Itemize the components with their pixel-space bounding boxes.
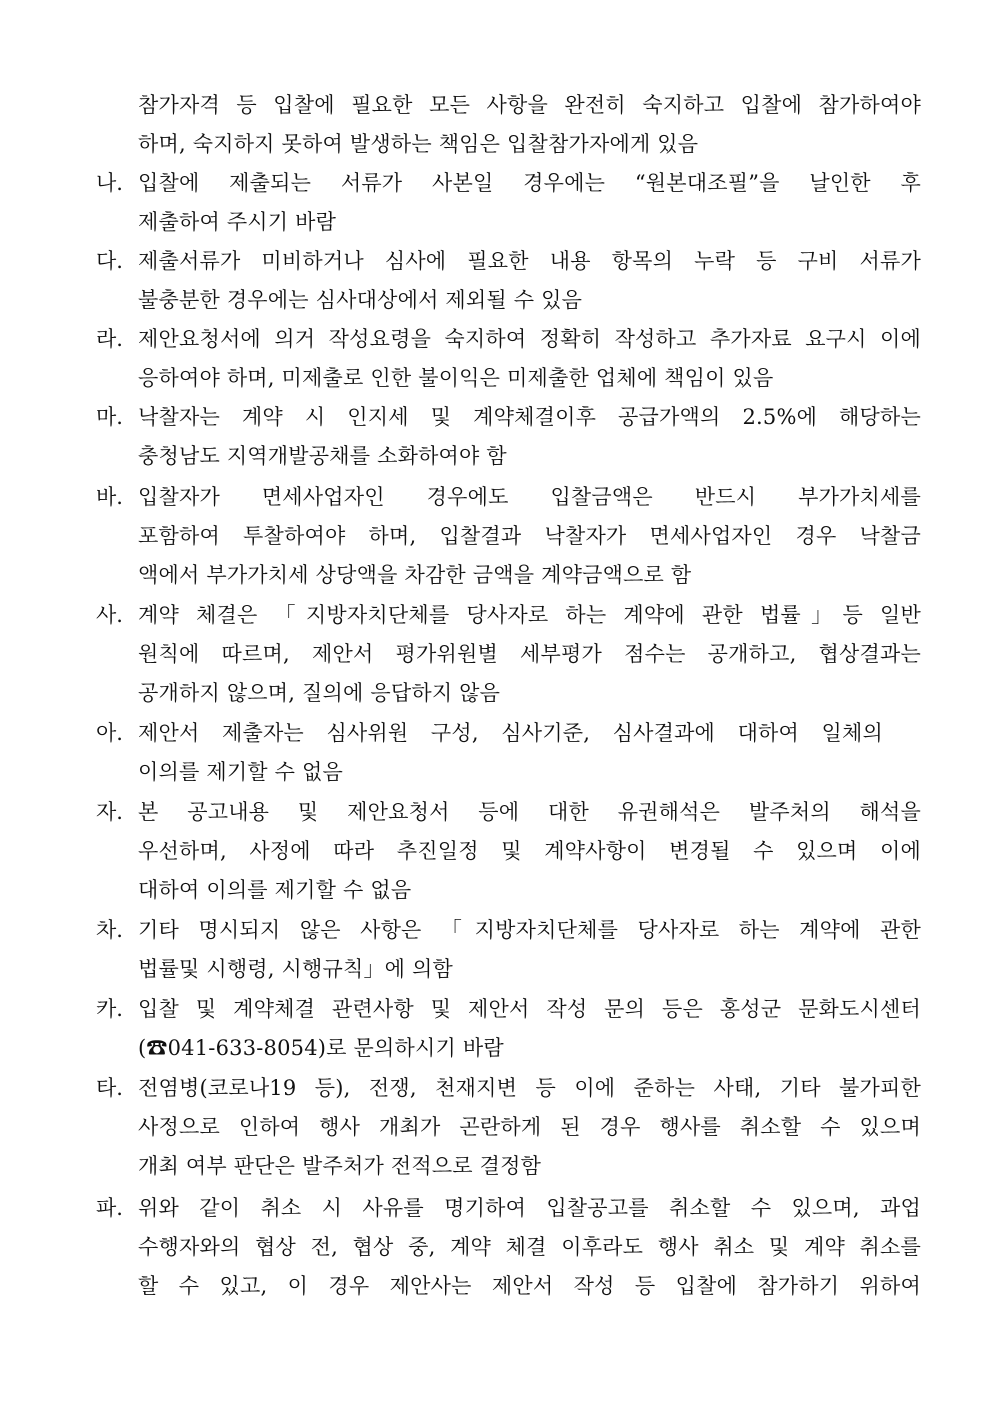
item-line: 본 공고내용 및 제안요청서 등에 대한 유권해석은 발주처의 해석을: [138, 800, 921, 824]
item-marker: 다.: [96, 249, 123, 273]
item-marker: 아.: [96, 721, 123, 745]
item-line: 수행자와의 협상 전, 협상 중, 계약 체결 이후라도 행사 취소 및 계약 취소를: [138, 1235, 921, 1259]
item-line: 제안요청서에 의거 작성요령을 숙지하여 정확히 작성하고 추가자료 요구시 이에: [138, 327, 921, 351]
item-marker: 자.: [96, 800, 123, 824]
item-line: 전염병(코로나19 등), 전쟁, 천재지변 등 이에 준하는 사태, 기타 불가피한: [138, 1076, 921, 1100]
item-line: 법률및 시행령, 시행규칙」에 의함: [138, 957, 454, 981]
item-line: 개최 여부 판단은 발주처가 전적으로 결정함: [138, 1154, 542, 1178]
item-line: 제안서 제출자는 심사위원 구성, 심사기준, 심사결과에 대하여 일체의: [138, 721, 883, 745]
item-line: 우선하며, 사정에 따라 추진일정 및 계약사항이 변경될 수 있으며 이에: [138, 839, 921, 863]
item-line: 공개하지 않으며, 질의에 응답하지 않음: [138, 681, 501, 705]
item-marker: 나.: [96, 171, 123, 195]
item-line: 제출서류가 미비하거나 심사에 필요한 내용 항목의 누락 등 구비 서류가: [138, 249, 921, 273]
item-line: 원칙에 따르며, 제안서 평가위원별 세부평가 점수는 공개하고, 협상결과는: [138, 642, 921, 666]
item-line: 할 수 있고, 이 경우 제안사는 제안서 작성 등 입찰에 참가하기 위하여: [138, 1274, 921, 1298]
item-line: 불충분한 경우에는 심사대상에서 제외될 수 있음: [138, 288, 583, 312]
item-marker: 라.: [96, 327, 123, 351]
item-marker: 바.: [96, 485, 123, 509]
item-marker: 차.: [96, 918, 123, 942]
item-line: 이의를 제기할 수 없음: [138, 760, 343, 784]
intro-line: 하며, 숙지하지 못하여 발생하는 책임은 입찰참가자에게 있음: [138, 132, 699, 156]
item-line: 사정으로 인하여 행사 개최가 곤란하게 된 경우 행사를 취소할 수 있으며: [138, 1115, 921, 1139]
item-line: 낙찰자는 계약 시 인지세 및 계약체결이후 공급가액의 2.5%에 해당하는: [138, 405, 921, 429]
item-marker: 사.: [96, 603, 123, 627]
item-marker: 파.: [96, 1196, 123, 1220]
item-line: 충청남도 지역개발공채를 소화하여야 함: [138, 444, 507, 468]
item-line: 액에서 부가가치세 상당액을 차감한 금액을 계약금액으로 함: [138, 563, 692, 587]
intro-line: 참가자격 등 입찰에 필요한 모든 사항을 완전히 숙지하고 입찰에 참가하여야: [138, 93, 921, 117]
item-line: 계약 체결은 「지방자치단체를 당사자로 하는 계약에 관한 법률」등 일반: [138, 603, 921, 627]
item-line: 입찰에 제출되는 서류가 사본일 경우에는 “원본대조필”을 날인한 후: [138, 171, 921, 195]
item-marker: 타.: [96, 1076, 123, 1100]
item-line: 기타 명시되지 않은 사항은 「지방자치단체를 당사자로 하는 계약에 관한: [138, 918, 921, 942]
item-line: (☎041-633-8054)로 문의하시기 바람: [138, 1036, 504, 1060]
item-line: 대하여 이의를 제기할 수 없음: [138, 878, 412, 902]
item-marker: 카.: [96, 997, 123, 1021]
item-line: 위와 같이 취소 시 사유를 명기하여 입찰공고를 취소할 수 있으며, 과업: [138, 1196, 921, 1220]
item-marker: 마.: [96, 405, 123, 429]
item-line: 입찰자가 면세사업자인 경우에도 입찰금액은 반드시 부가가치세를: [138, 485, 921, 509]
item-line: 입찰 및 계약체결 관련사항 및 제안서 작성 문의 등은 홍성군 문화도시센터: [138, 997, 921, 1021]
item-line: 제출하여 주시기 바람: [138, 210, 337, 234]
item-line: 응하여야 하며, 미제출로 인한 불이익은 미제출한 업체에 책임이 있음: [138, 366, 774, 390]
item-line: 포함하여 투찰하여야 하며, 입찰결과 낙찰자가 면세사업자인 경우 낙찰금: [138, 524, 921, 548]
